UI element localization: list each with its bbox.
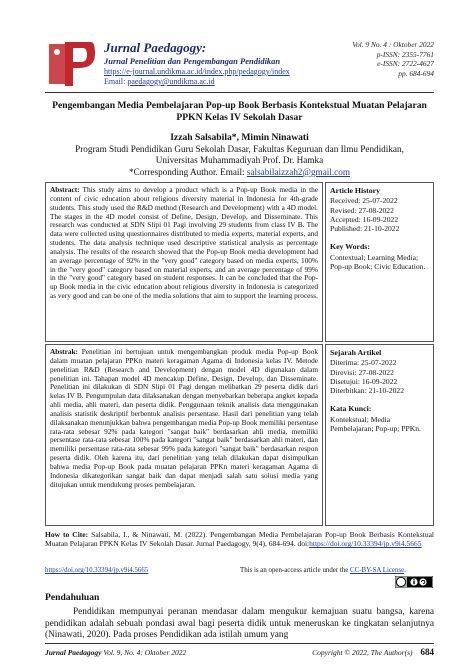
journal-title: Jurnal Paedagogy:: [104, 40, 207, 55]
journal-logo-icon: [45, 38, 97, 90]
affiliation-line-2: Universitas Muhammadiyah Prof. Dr. Hamka: [155, 155, 324, 166]
article-history-panel: [325, 182, 434, 342]
abstrak-label: Abstrak:: [50, 347, 78, 356]
journal-meta: [352, 40, 434, 79]
footer-journal-name: Jurnal Paedagogy: [45, 648, 102, 657]
paper-title: Pengembangan Media Pembelajaran Pop-up Book Berbasis Kontekstual Muatan Pelajaran PPKN Kelas IV Sekolah Dasar: [52, 100, 427, 123]
journal-url-link[interactable]: https://e-journal.undikma.ac.id/index.php/pedagogy/index: [104, 67, 290, 76]
header-divider: [45, 92, 434, 93]
how-to-cite: [45, 530, 434, 549]
history-revised: Revised: 27-08-2022: [330, 205, 394, 215]
journal-volume: Vol. 9 No. 4 : Oktober 2022: [352, 40, 434, 49]
cite-doi-link[interactable]: https://doi.org/10.33394/jp.v9i4.5665: [309, 539, 422, 549]
footer-divider: [45, 643, 434, 644]
keywords-heading: Key Words:: [330, 242, 370, 252]
article-history-heading: Article History: [330, 186, 381, 195]
sejarah-direvisi: Direvisi: 27-08-2022: [330, 367, 394, 377]
license-link[interactable]: CC-BY-SA License: [350, 567, 405, 574]
doi-link[interactable]: https://doi.org/10.33394/jp.v9i4.5665: [45, 567, 149, 574]
journal-email: [104, 77, 215, 86]
paper-affiliation: [45, 144, 434, 178]
cite-text: Salsabila, I., & Ninawati, M. (2022). Pengembangan Media Pembelajaran Pop-up Book Berbasis Kontekstual Muatan Pelajaran PPKN Kelas IV Sekolah Dasar. Jurnal Paedagogy, 9(4), 684-694. doi:: [45, 530, 434, 549]
journal-subtitle: Jurnal Penelitian dan Pengembangan Pendidikan: [104, 56, 281, 66]
page-number: 684: [420, 647, 434, 657]
footer-issue: Vol. 9, No. 4: Oktober 2022: [101, 648, 187, 657]
open-access-note: [240, 567, 406, 574]
kata-kunci-heading: Kata Kunci:: [330, 404, 372, 414]
oa-text: This is an open-access article under the: [240, 567, 351, 574]
history-published: Published: 21-10-2022: [330, 224, 400, 234]
sejarah-diterbitkan: Diterbitkan: 21-10-2022: [330, 386, 405, 396]
sejarah-heading: Sejarah Artikel: [330, 348, 382, 357]
footer-copyright: [312, 647, 434, 657]
corresponding-label: *Corresponding Author. Email:: [128, 166, 247, 177]
abstract-english: [45, 182, 323, 342]
intro-paragraph: Pendidikan mempunyai peranan mendasar dalam mengukur kemajuan suatu bangsa, karena pendidikan adalah sebuah pondasi awal bagi peserta didik untuk meneruskan ke tingkatan selanjutnya (Ninawati, 2020). Pada proses Pendidikan ada istilah umum yang: [45, 607, 434, 641]
history-received: Received: 25-07-2022: [330, 196, 398, 206]
affiliation-line-1: Program Studi Pendidikan Guru Sekolah Dasar, Fakultas Keguruan dan Ilmu Pendidikan,: [75, 144, 404, 154]
keywords-text: Contextual; Learning Media; Pop-up Book; Civic Education.: [330, 252, 426, 272]
sejarah-diterima: Diterima: 25-07-2022: [330, 358, 397, 368]
corresponding-author: [45, 167, 434, 178]
abstract-text: This study aims to develop a product which is a Pop-up Book media in the content of civic education about religious diversity material in Indonesia for 4th-grade students. This study used the R&D method (Research and Development) with a 4D model. The stages in the 4D model consist of Define, Design, Develop, and Disseminate. This research was conducted at SDN Slipi 01 Pagi involving 29 students from class IV B. The data were collected using questionnaires distributed to media experts, material experts, and students. The data analysis technique used descriptive statistical analysis as percentage analysis. The results of the research showed that the Pop-up Book media development had an average percentage of 92% in the "very good" category based on media experts, 100% in the "very good" category based on material experts, and an average percentage of 99% in the "very good" category based on student responses. It can be concluded that the Pop-up Book media in the civic education about religious diversity in Indonesia is categorized as very good and can be one of the media solutions that aim to support the learning process.: [50, 185, 318, 301]
journal-pissn: p-ISSN: 2355-7761: [376, 49, 434, 59]
corresponding-email-link[interactable]: salsabilaizzah2@gmail.com: [246, 166, 350, 177]
abstract-indonesian: [45, 344, 323, 526]
journal-pages: pp. 684-694: [398, 69, 434, 79]
cc-by-sa-icon[interactable]: [395, 576, 433, 588]
journal-email-label: Email:: [104, 77, 128, 86]
sejarah-artikel-panel: [325, 344, 434, 526]
paper-authors: Izzah Salsabila*, Mimin Ninawati: [170, 132, 309, 143]
history-accepted: Accepted: 16-09-2022: [330, 214, 399, 224]
sejarah-disetujui: Disetujui: 16-09-2022: [330, 376, 398, 386]
footer-journal: [45, 648, 186, 657]
oa-end: .: [404, 567, 406, 574]
abstract-label: Abstract:: [50, 185, 80, 194]
journal-eissn: e-ISSN: 2722-4627: [377, 59, 434, 69]
abstrak-text: Penelitian ini bertujuan untuk mengembangkan produk media Pop-up Book dalam muatan pelajaran PPKn materi keragaman Agama di Indonesia kelas IV. Metode penelitian R&D (Research and Development) dengan model 4D digunakan dalam penelitian ini. Tahapan model 4D mencakup Define, Design, Develop, dan Disseminate. Penelitian ini dilakukan di SDN Slipi 01 Pagi dengan melibatkan 29 peserta didik dari kelas IV B. Pengumpulan data dilaksanakan dengan menyebarkan beberapa angket kepada ahli media, ahli materi, dan peserta didik. Penggunaan teknik analisis data menggunakan analisis statistik deskriptif berbentuk analisis persentase. Hasil dari penelitian yang telah dilaksanakan menunjukkan bahwa pengembangan media Pop-up Book memiliki persentase rata-rata sebesar 92% pada kategori "sangat baik" berdasarkan ahli media, memiliki persentase rata-rata sebesar 100% pada kategori "sangat baik" berdasarkan ahli materi, dan memiliki persentase rata-rata sebesar 99% pada kategori "sangat baik" berdasarkan respon peserta didik. Oleh karena itu, dari penelitian yang telah dilakukan dapat disimpulkan bahwa media Pop-up Book pada muatan pelajaran PPKn materi keragaman Agama di Indonesia dikategorikan sangat baik dan dapat menjadi salah satu solusi media yang ditujukan untuk mendukung proses pembelajaran.: [50, 347, 318, 489]
cite-label: How to Cite:: [45, 530, 89, 539]
section-heading: Pendahuluan: [45, 592, 100, 603]
footer-copyright-text: Copyright © 2022, The Author(s): [312, 648, 413, 657]
kata-kunci-text: Kontekstual; Media Pembelajaran; Pop-up; PPKn.: [330, 414, 421, 434]
journal-email-link[interactable]: paedagogy@undikma.ac.id: [127, 77, 215, 86]
